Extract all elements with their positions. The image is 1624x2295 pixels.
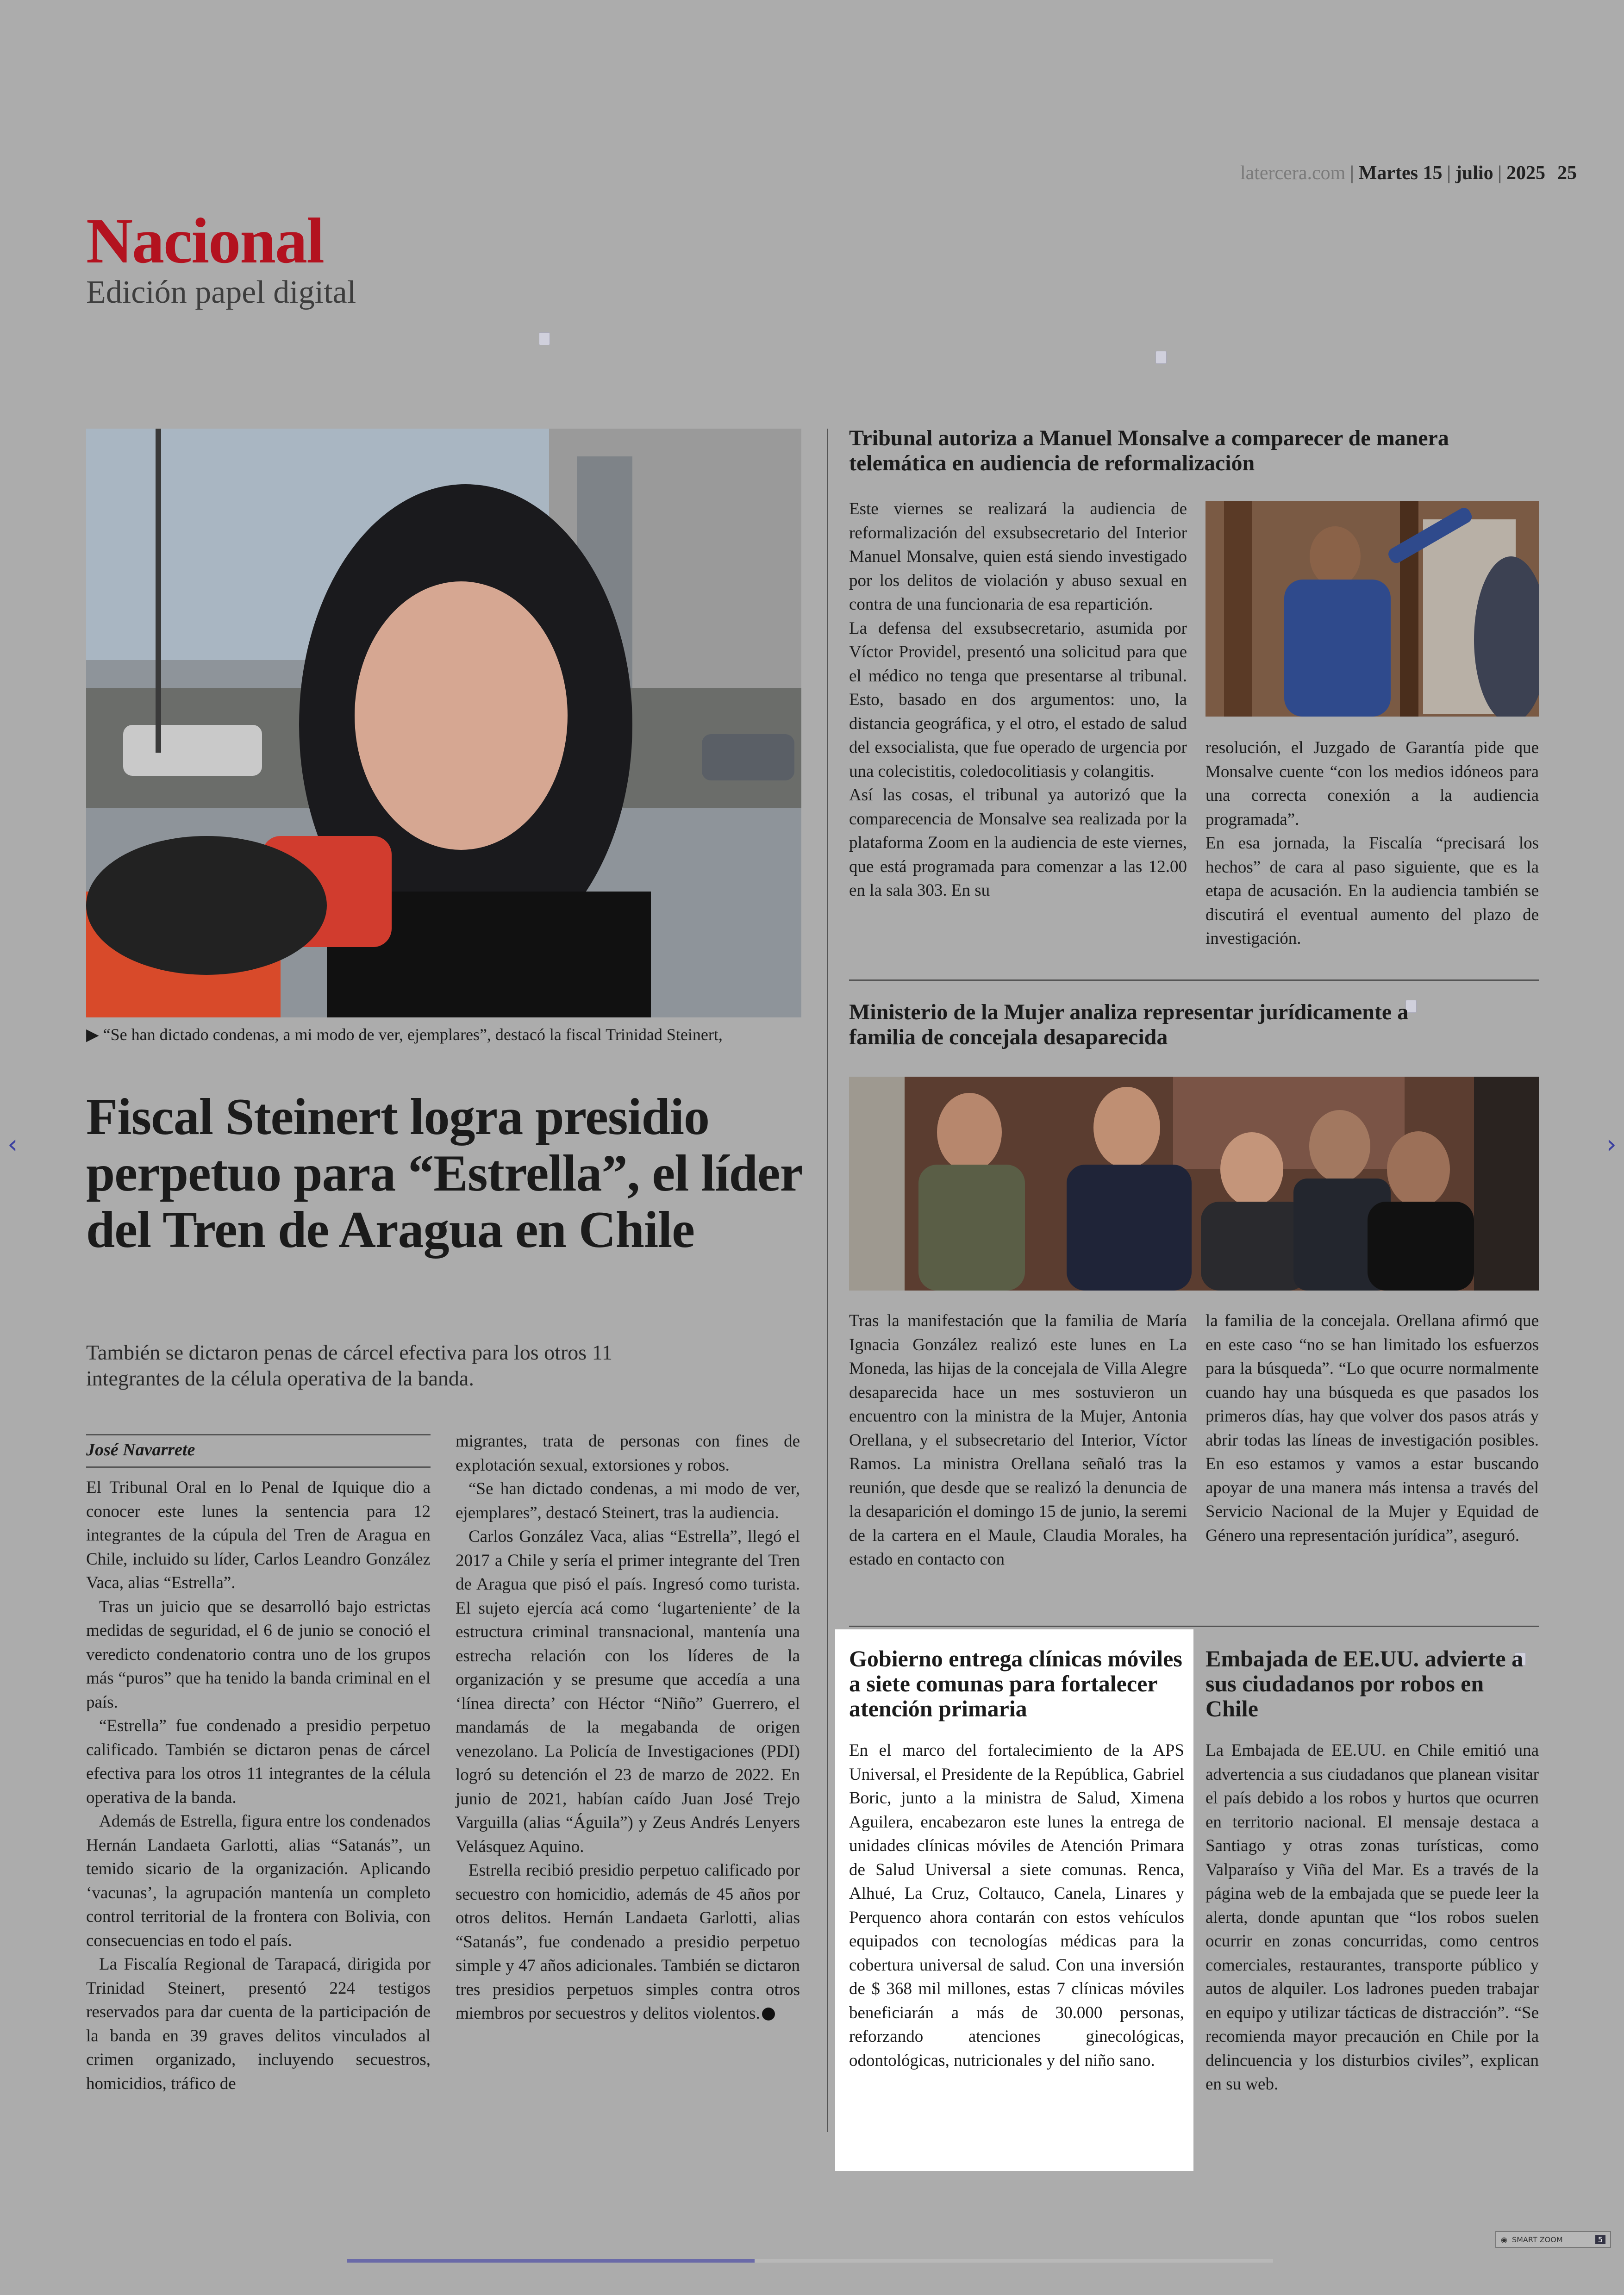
ministerio-body-col1: Tras la manifestación que la familia de María Ignacia González realizó este lunes en La Moneda, las hijas de la concejala de Villa Alegre desaparecida hace un mes sostuvieron un encuentro con la ministra de la Mujer, Antonia Orellana, y el subsecretario del Interior, Víctor Ramos. La ministra Orellana señaló tras la reunión, que desde que se realizó la denuncia de la desaparición el domingo 15 de junio, la seremi de la cartera en el Maule, Claudia Morales, ha estado en contacto con (849, 1311, 1187, 1569)
smart-zoom-label: SMART ZOOM (1512, 2235, 1563, 2244)
next-page-arrow-icon[interactable]: › (1606, 1129, 1617, 1160)
lead-paragraph: Carlos González Vaca, alias “Estrella”, llegó el 2017 a Chile y sería el primer integrante del Tren de Aragua que pisó el país. Ingresó como turista. El sujeto ejercía acá como ‘lugarteniente’ de la estructura criminal transnacional, mantenía una estrecha relación con los líderes de la organización y se presume que accedía a una ‘línea directa’ con Héctor “Niño” Guerrero, el mandamás de la megabanda de origen venezolano. La Policía de Investigaciones (PDI) logró su detención el 23 de marzo de 2022. En junio de 2021, habían caído Juan José Trejo Varguilla (alias “Águila”) y Zeus Andrés Lenyers Velásquez Aquino. (456, 1527, 800, 1856)
site-name: latercera.com (1240, 162, 1346, 184)
lead-paragraph: La Fiscalía Regional de Tarapacá, dirigida por Trinidad Steinert, presentó 224 testigos reservados para dar cuenta de la participación de la banda en 39 graves delitos vinculados al crimen organizado, incluyendo secuestros, homicidios, tráfico de (86, 1955, 431, 2093)
ministerio-photo (849, 1077, 1539, 1291)
issue-header: latercera.com | Martes 15 | julio | 2025 25 (1240, 162, 1577, 184)
lead-paragraph: Tras un juicio que se desarrolló bajo estrictas medidas de seguridad, el 6 de junio se conoció el veredicto condenatorio contra uno de los grupos más “puros” que ha tenido la banda criminal en el país. (86, 1597, 431, 1712)
monsalve-photo (1206, 501, 1539, 717)
issue-year: 2025 (1506, 162, 1545, 184)
clinicas-headline[interactable]: Gobierno entrega clínicas móviles a siete comunas para fortalecer atención primaria (849, 1646, 1182, 1721)
lead-paragraph: “Se han dictado condenas, a mi modo de ver, ejemplares”, destacó Steinert, tras la audiencia. (456, 1479, 800, 1522)
page-progress-bar[interactable] (347, 2259, 1273, 2263)
lead-body-col1 (86, 1476, 431, 2095)
byline: José Navarrete (86, 1440, 195, 1459)
lead-headline[interactable]: Fiscal Steinert logra presidio perpetuo para “Estrella”, el líder del Tren de Aragua en Chile (86, 1088, 802, 1259)
page-number: 25 (1557, 162, 1577, 184)
section-subtitle: Edición papel digital (86, 274, 356, 310)
article-link-icon[interactable] (539, 332, 550, 345)
article-link-icon[interactable] (1156, 351, 1167, 364)
monsalve-body-col2: resolución, el Juzgado de Garantía pide que Monsalve cuente “con los medios idóneos para una correcta conexión a la audiencia programada”. En esa jornada, la Fiscalía “precisará los hechos” de cara al paso siguiente, que es la etapa de acusación. En la audiencia también se discutirá el eventual aumento del plazo de investigación. (1206, 738, 1539, 948)
column-divider (827, 429, 828, 2132)
eye-icon: ◉ (1501, 2235, 1507, 2244)
ministerio-headline[interactable]: Ministerio de la Mujer analiza representar jurídicamente a familia de concejala desaparecida (849, 1000, 1409, 1049)
previous-page-arrow-icon[interactable]: ‹ (7, 1129, 18, 1160)
clinicas-body: En el marco del fortalecimiento de la APS Universal, el Presidente de la República, Gabriel Boric, junto a la ministra de Salud, Ximena Aguilera, encabezaron este lunes la entrega de unidades clínicas móviles de Atención Primara de Salud Universal a siete comunas. Renca, Alhué, La Cruz, Coltauco, Canela, Linares y Perquenco ahora contarán con estos vehículos equipados con tecnologías médicas para la cobertura universal de salud. Con una inversión de $ 368 mil millones, estas 7 clínicas móviles beneficiarán a más de 30.000 personas, reforzando atenciones ginecológicas, odontológicas, nutricionales y del niño sano. (849, 1741, 1184, 2070)
lead-body-col2 (456, 1429, 800, 2026)
smart-zoom-value: 5 (1595, 2235, 1605, 2244)
lead-paragraph: “Estrella” fue condenado a presidio perpetuo calificado. También se dictaron penas de cárcel efectiva para los otros 11 integrantes de la célula operativa de la banda. (86, 1716, 431, 1807)
embajada-body: La Embajada de EE.UU. en Chile emitió una advertencia a sus ciudadanos que planean visitar el país debido a los robos y hurtos que ocurren en territorio nacional. El mensaje destaca a Santiago y otras zonas turísticas, como Valparaíso y Viña del Mar. Es a través de la página web de la embajada que se puede leer la alerta, donde apuntan que “los robos suelen ocurrir en zonas concurridas, como centros comerciales, restaurantes, transporte público y autos de alquiler. Los ladrones pueden trabajar en equipo y utilizar tácticas de distracción”. “Se recomienda mayor precaución en Chile por la delincuencia y los disturbios civiles”, explican en su web. (1206, 1741, 1539, 2094)
issue-day: Martes 15 (1358, 162, 1443, 184)
monsalve-body-col1: Este viernes se realizará la audiencia de reformalización del exsubsecretario del Interior Manuel Monsalve, quien está siendo investigado por los delitos de violación y abuso sexual en contra de una funcionaria de esa repartición. La defensa del exsubsecretario, asumida por Víctor Providel, presentó una solicitud para que el médico no tenga que presentarse al tribunal. Esto, basado en dos argumentos: uno, la distancia geográfica, y el otro, el estado de salud del exsocialista, que fue operado de urgencia por una colecistitis, coledocolitiasis y colangitis. Así las cosas, el tribunal ya autorizó que la comparecencia de Monsalve sea realizada por la plataforma Zoom en la audiencia de este viernes, que está programada para comenzar a las 12.00 en la sala 303. En su (849, 499, 1187, 900)
lead-paragraph: Además de Estrella, figura entre los condenados Hernán Landaeta Garlotti, alias “Satanás”, un temido sicario de la organización. Aplicando ‘vacunas’, la agrupación mantenía un completo control territorial de la frontera con Bolivia, con consecuencias en todo el país. (86, 1812, 431, 1950)
lead-photo-fiscal (86, 429, 801, 1017)
lead-paragraph: Estrella recibió presidio perpetuo calificado por secuestro con homicidio, además de 45 años por otros delitos. Hernán Landaeta Garlotti, alias “Satanás”, fue condenado a presidio perpetuo simple y 47 años adicionales. También se dictaron tres presidios perpetuos simples contra otros miembros por secuestros y delitos violentos. (456, 1861, 800, 2023)
smart-zoom-control[interactable] (1495, 2231, 1611, 2248)
end-of-story-mark (762, 2008, 775, 2021)
page-progress-fill (347, 2259, 755, 2263)
lead-paragraph: migrantes, trata de personas con fines de explotación sexual, extorsiones y robos. (456, 1432, 800, 1475)
embajada-headline[interactable]: Embajada de EE.UU. advierte a sus ciudadanos por robos en Chile (1206, 1646, 1524, 1721)
byline-rule-bottom (86, 1466, 431, 1468)
story-divider (849, 979, 1539, 981)
section-title: Nacional (86, 205, 324, 277)
lead-photo-caption: ▶ “Se han dictado condenas, a mi modo de ver, ejemplares”, destacó la fiscal Trinidad Steinert, (86, 1025, 723, 1044)
ministerio-body-col2: la familia de la concejala. Orellana afirmó que en este caso “no se han limitado los esfuerzos para la búsqueda”. “Lo que ocurre normalmente cuando hay una búsqueda es que pasados los primeros días, hay que volver dos pasos atrás y abrir todas las líneas de investigación posibles. En eso estamos y vamos a estar buscando apoyar de una manera más intensa a través del Servicio Nacional de la Mujer y Equidad de Género una representación jurídica”, aseguró. (1206, 1311, 1539, 1545)
issue-month: julio (1455, 162, 1493, 184)
byline-rule-top (86, 1434, 431, 1435)
monsalve-headline[interactable]: Tribunal autoriza a Manuel Monsalve a comparecer de manera telemática en audiencia de reformalización (849, 426, 1449, 475)
lead-paragraph: El Tribunal Oral en lo Penal de Iquique dio a conocer este lunes la sentencia para 12 integrantes de la cúpula del Tren de Aragua en Chile, incluido su líder, Carlos Leandro González Vaca, alias “Estrella”. (86, 1478, 431, 1592)
lead-subhead: También se dictaron penas de cárcel efectiva para los otros 11 integrantes de la célula operativa de la banda. (86, 1341, 612, 1390)
story-divider (849, 1626, 1539, 1627)
